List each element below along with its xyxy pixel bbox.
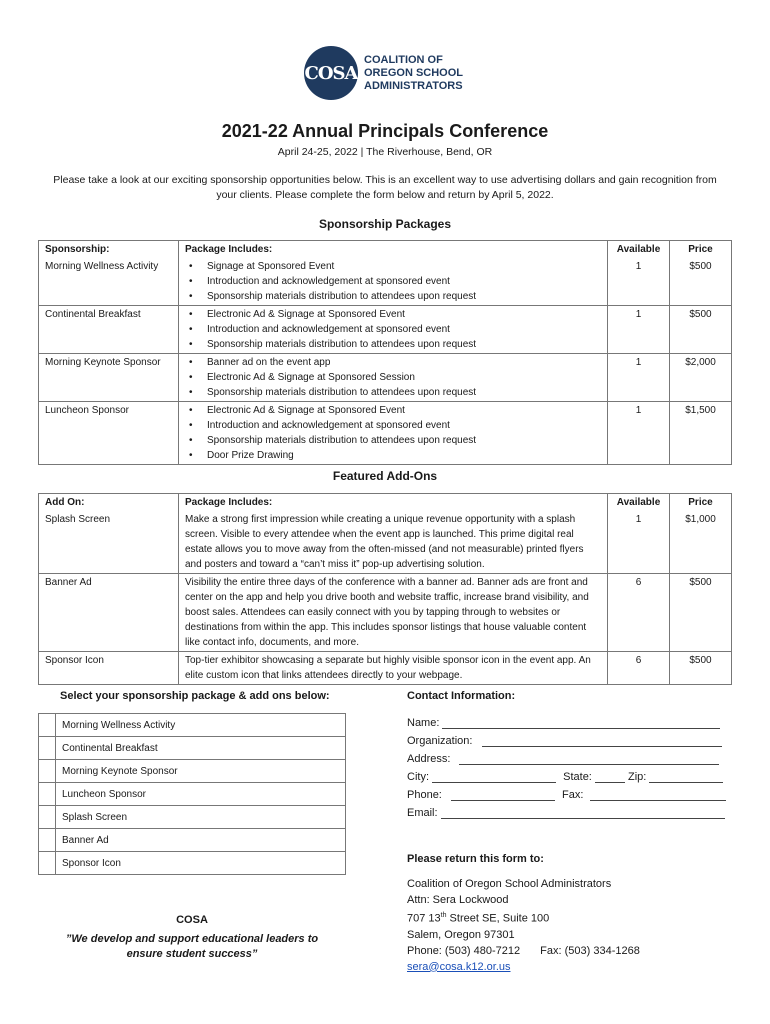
return-phone-fax xyxy=(407,943,640,959)
phone-input[interactable] xyxy=(451,788,555,801)
return-street xyxy=(407,908,640,927)
selection-table xyxy=(38,713,346,875)
zip-input[interactable] xyxy=(649,770,723,783)
selection-row[interactable] xyxy=(39,829,346,852)
table-row xyxy=(39,511,732,574)
table-row xyxy=(39,354,732,402)
addons-heading: Featured Add-Ons xyxy=(332,469,438,483)
return-org: Coalition of Oregon School Administrators xyxy=(407,878,612,890)
packages-header-row xyxy=(39,241,732,259)
list-item: • Banner ad on the event app xyxy=(207,355,601,370)
fax-label: Fax: xyxy=(562,789,584,801)
package-available: 1 xyxy=(608,306,670,354)
package-name: Morning Wellness Activity xyxy=(39,258,179,306)
col-price: Price xyxy=(670,494,732,512)
city-state-zip-field xyxy=(407,770,723,783)
col-available: Available xyxy=(608,494,670,512)
addon-description: Make a strong first impression while creating a unique revenue opportunity with a splash screen. Visible to every attendee when the event app is launched. This prime digital real estate allows you to move away from the often-missed (and not measurable) printed flyers and posters and toward a “can’t miss it” pop-up advertising solution. xyxy=(179,511,608,574)
addon-available: 6 xyxy=(608,574,670,652)
name-label: Name: xyxy=(407,717,440,729)
page-title: 2021-22 Annual Principals Conference xyxy=(221,121,549,141)
addon-description: Visibility the entire three days of the conference with a banner ad. Banner ads are front and center on the app and help you drive booth and website traffic, increase brand visibility, and boost sales. Attendees can easily connect with you by tapping through to websites or destinations from within the app. This includes sponsor listings that house valuable content like contact info, documents, and more. xyxy=(179,574,608,652)
selection-row[interactable] xyxy=(39,760,346,783)
selection-checkbox[interactable] xyxy=(39,760,56,783)
selection-checkbox[interactable] xyxy=(39,852,56,875)
address-input[interactable] xyxy=(459,752,719,765)
list-item: • Sponsorship materials distribution to attendees upon request xyxy=(207,337,601,352)
selection-checkbox[interactable] xyxy=(39,737,56,760)
package-price: $2,000 xyxy=(670,354,732,402)
package-items xyxy=(185,259,601,304)
return-heading: Please return this form to: xyxy=(407,853,544,865)
selection-row[interactable] xyxy=(39,737,346,760)
package-price: $500 xyxy=(670,306,732,354)
cosa-logo-text xyxy=(364,54,463,93)
selection-heading: Select your sponsorship package & add ons below: xyxy=(60,690,330,702)
list-item: • Electronic Ad & Signage at Sponsored Event xyxy=(207,403,601,418)
list-item: • Electronic Ad & Signage at Sponsored Session xyxy=(207,370,601,385)
state-input[interactable] xyxy=(595,770,625,783)
selection-row[interactable] xyxy=(39,714,346,737)
intro-paragraph: Please take a look at our exciting sponsorship opportunities below. This is an excellent way to use advertising dollars and gain recognition from your clients. Please complete the form below and return by April 5, 2022. xyxy=(53,174,717,201)
col-price: Price xyxy=(670,241,732,259)
selection-row[interactable] xyxy=(39,852,346,875)
logo-line-2: OREGON SCHOOL xyxy=(364,67,464,79)
table-row xyxy=(39,306,732,354)
phone-fax-field xyxy=(407,788,726,801)
addon-price: $1,000 xyxy=(670,511,732,574)
return-phone: Phone: (503) 480-7212 xyxy=(407,944,521,957)
addon-price: $500 xyxy=(670,574,732,652)
organization-input[interactable] xyxy=(482,734,722,747)
selection-label: Morning Wellness Activity xyxy=(56,714,346,737)
selection-checkbox[interactable] xyxy=(39,806,56,829)
selection-label: Continental Breakfast xyxy=(56,737,346,760)
package-name: Luncheon Sponsor xyxy=(39,402,179,465)
selection-row[interactable] xyxy=(39,783,346,806)
list-item: • Sponsorship materials distribution to attendees upon request xyxy=(207,289,601,304)
addon-name: Banner Ad xyxy=(39,574,179,652)
package-name: Morning Keynote Sponsor xyxy=(39,354,179,402)
state-label: State: xyxy=(563,771,592,783)
table-row xyxy=(39,402,732,465)
organization-label: Organization: xyxy=(407,735,473,747)
return-city: Salem, Oregon 97301 xyxy=(407,928,515,941)
cosa-logo xyxy=(304,46,474,102)
logo-line-1: COALITION OF xyxy=(364,54,443,66)
email-input[interactable] xyxy=(441,806,725,819)
table-row xyxy=(39,258,732,306)
return-address xyxy=(407,876,640,975)
col-package-includes: Package Includes: xyxy=(179,494,608,512)
col-package-includes: Package Includes: xyxy=(179,241,608,259)
return-attn: Attn: Sera Lockwood xyxy=(407,894,509,906)
list-item: • Sponsorship materials distribution to attendees upon request xyxy=(207,433,601,448)
zip-label: Zip: xyxy=(628,771,647,783)
list-item: • Signage at Sponsored Event xyxy=(207,259,601,274)
street-suffix: th xyxy=(440,912,447,919)
addon-name: Splash Screen xyxy=(39,511,179,574)
address-field xyxy=(407,752,719,765)
table-row xyxy=(39,574,732,652)
package-available: 1 xyxy=(608,258,670,306)
addons-header-row xyxy=(39,494,732,512)
package-name: Continental Breakfast xyxy=(39,306,179,354)
return-fax: Fax: (503) 334-1268 xyxy=(540,944,640,957)
addons-table xyxy=(38,493,732,685)
col-add-on: Add On: xyxy=(39,494,179,512)
selection-label: Luncheon Sponsor xyxy=(56,783,346,806)
list-item: • Sponsorship materials distribution to attendees upon request xyxy=(207,385,601,400)
address-label: Address: xyxy=(407,753,451,765)
name-input[interactable] xyxy=(442,716,720,729)
list-item: • Introduction and acknowledgement at sponsored event xyxy=(207,322,601,337)
package-available: 1 xyxy=(608,354,670,402)
package-available: 1 xyxy=(608,402,670,465)
phone-label: Phone: xyxy=(407,789,442,801)
col-sponsorship: Sponsorship: xyxy=(39,241,179,259)
organization-field xyxy=(407,734,722,747)
selection-row[interactable] xyxy=(39,806,346,829)
package-items xyxy=(185,307,601,352)
return-email-link[interactable]: sera@cosa.k12.or.us xyxy=(407,960,511,973)
packages-table xyxy=(38,240,732,465)
package-price: $1,500 xyxy=(670,402,732,465)
selection-checkbox[interactable] xyxy=(39,829,56,852)
addon-name: Sponsor Icon xyxy=(39,652,179,685)
selection-label: Banner Ad xyxy=(56,829,346,852)
table-row xyxy=(39,652,732,685)
email-label: Email: xyxy=(407,807,438,819)
addon-available: 1 xyxy=(608,511,670,574)
contact-heading: Contact Information: xyxy=(407,690,516,702)
cosa-logo-mark: COSA xyxy=(304,46,358,100)
col-available: Available xyxy=(608,241,670,259)
list-item: • Door Prize Drawing xyxy=(207,448,601,463)
list-item: • Electronic Ad & Signage at Sponsored Event xyxy=(207,307,601,322)
package-items xyxy=(185,403,601,463)
list-item: • Introduction and acknowledgement at sponsored event xyxy=(207,418,601,433)
package-price: $500 xyxy=(670,258,732,306)
selection-checkbox[interactable] xyxy=(39,783,56,806)
email-field xyxy=(407,806,725,819)
addon-available: 6 xyxy=(608,652,670,685)
city-input[interactable] xyxy=(432,770,556,783)
logo-line-3: ADMINISTRATORS xyxy=(364,80,463,92)
city-label: City: xyxy=(407,771,429,783)
fax-input[interactable] xyxy=(590,788,726,801)
packages-heading: Sponsorship Packages xyxy=(318,217,452,231)
selection-label: Sponsor Icon xyxy=(56,852,346,875)
selection-label: Morning Keynote Sponsor xyxy=(56,760,346,783)
street-number: 707 13 xyxy=(407,912,441,925)
event-date-location: April 24-25, 2022 | The Riverhouse, Bend, OR xyxy=(277,146,493,158)
addon-price: $500 xyxy=(670,652,732,685)
street-rest: Street SE, Suite 100 xyxy=(446,912,550,925)
list-item: • Introduction and acknowledgement at sponsored event xyxy=(207,274,601,289)
name-field xyxy=(407,716,720,729)
package-items xyxy=(185,355,601,400)
selection-checkbox[interactable] xyxy=(39,714,56,737)
motto-org: COSA xyxy=(176,914,208,926)
selection-label: Splash Screen xyxy=(56,806,346,829)
motto-text: ”We develop and support educational leaders to ensure student success” xyxy=(65,933,319,960)
addon-description: Top-tier exhibitor showcasing a separate but highly visible sponsor icon in the event app. An elite custom icon that links attendees directly to your webpage. xyxy=(179,652,608,685)
